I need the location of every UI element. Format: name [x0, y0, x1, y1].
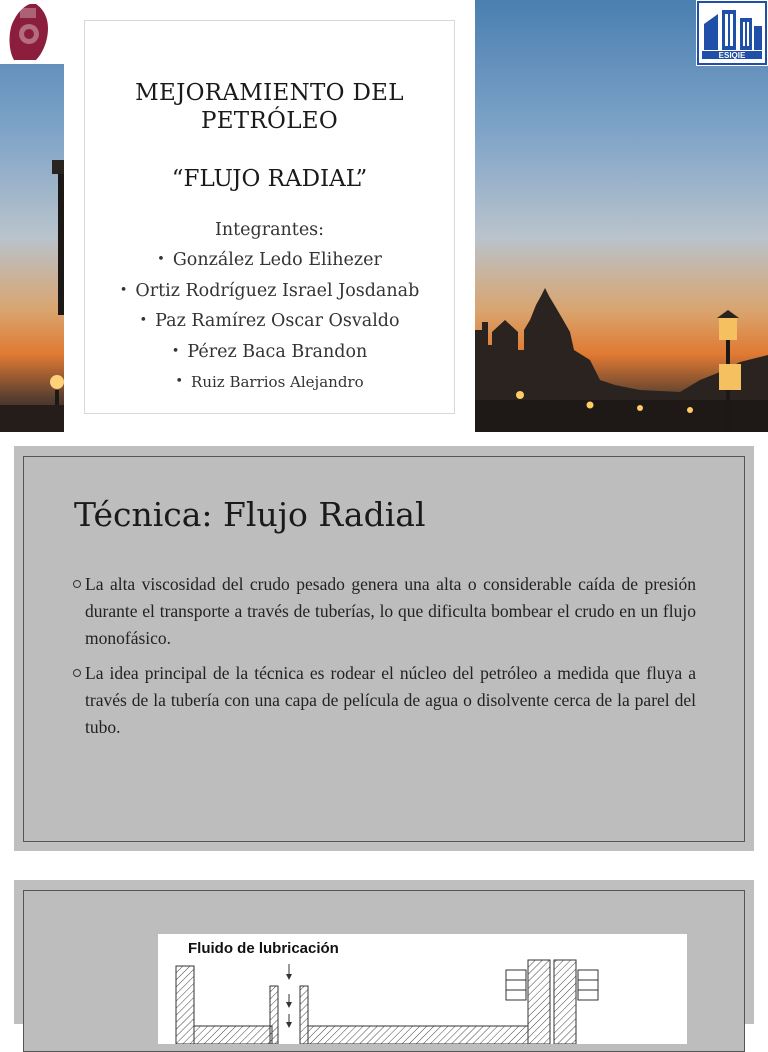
esiqie-building-logo-icon	[696, 0, 768, 66]
circle-bullet-icon	[73, 669, 81, 677]
member-item: • Ruiz Barrios Alejandro	[175, 373, 364, 391]
svg-text:ESIQIE: ESIQIE	[718, 51, 746, 60]
member-item: • Pérez Baca Brandon	[171, 341, 368, 362]
member-item: • Paz Ramírez Oscar Osvaldo	[139, 311, 400, 331]
bullet-icon: •	[157, 252, 165, 267]
technique-bullets	[74, 571, 696, 749]
circle-bullet-icon	[73, 580, 81, 588]
technique-bullet: La idea principal de la técnica es rodear el núcleo del petróleo a medida que fluya a través de la tubería con una capa de película de agua o disolvente cerca de la parel del tubo.	[74, 660, 696, 741]
title-card	[64, 0, 475, 432]
cover-slide	[0, 0, 768, 432]
bullet-icon: •	[119, 282, 128, 298]
technique-title: Técnica: Flujo Radial	[74, 495, 426, 534]
technique-bullet: La alta viscosidad del crudo pesado genera una alta o considerable caída de presión durante el transporte a través de tuberías, lo que dificulta bombear el crudo en un flujo monofásico.	[74, 571, 696, 652]
members-list	[85, 245, 454, 398]
technique-slide-frame	[23, 456, 745, 842]
bullet-icon: •	[175, 374, 184, 389]
presentation-subtitle: “FLUJO RADIAL”	[171, 166, 368, 192]
title-card-frame	[84, 20, 455, 414]
bullet-icon: •	[171, 343, 180, 359]
technique-slide	[14, 446, 754, 851]
lubrication-diagram	[158, 934, 687, 1044]
members-heading: Integrantes:	[214, 220, 325, 240]
diagram-label: Fluido de lubricación	[188, 940, 339, 957]
ipn-logo	[0, 0, 64, 64]
member-item: • Ortiz Rodríguez Israel Josdanab	[119, 280, 420, 301]
ipn-seal-icon	[0, 0, 64, 64]
bullet-icon: •	[139, 313, 148, 328]
member-item: • González Ledo Elihezer	[157, 250, 382, 270]
diagram-slide-frame	[23, 890, 745, 1052]
esiqie-logo	[696, 0, 768, 66]
diagram-slide	[14, 880, 754, 1024]
pipe-cross-section-drawing	[158, 934, 687, 1044]
presentation-title: MEJORAMIENTO DEL PETRÓLEO	[135, 80, 404, 134]
